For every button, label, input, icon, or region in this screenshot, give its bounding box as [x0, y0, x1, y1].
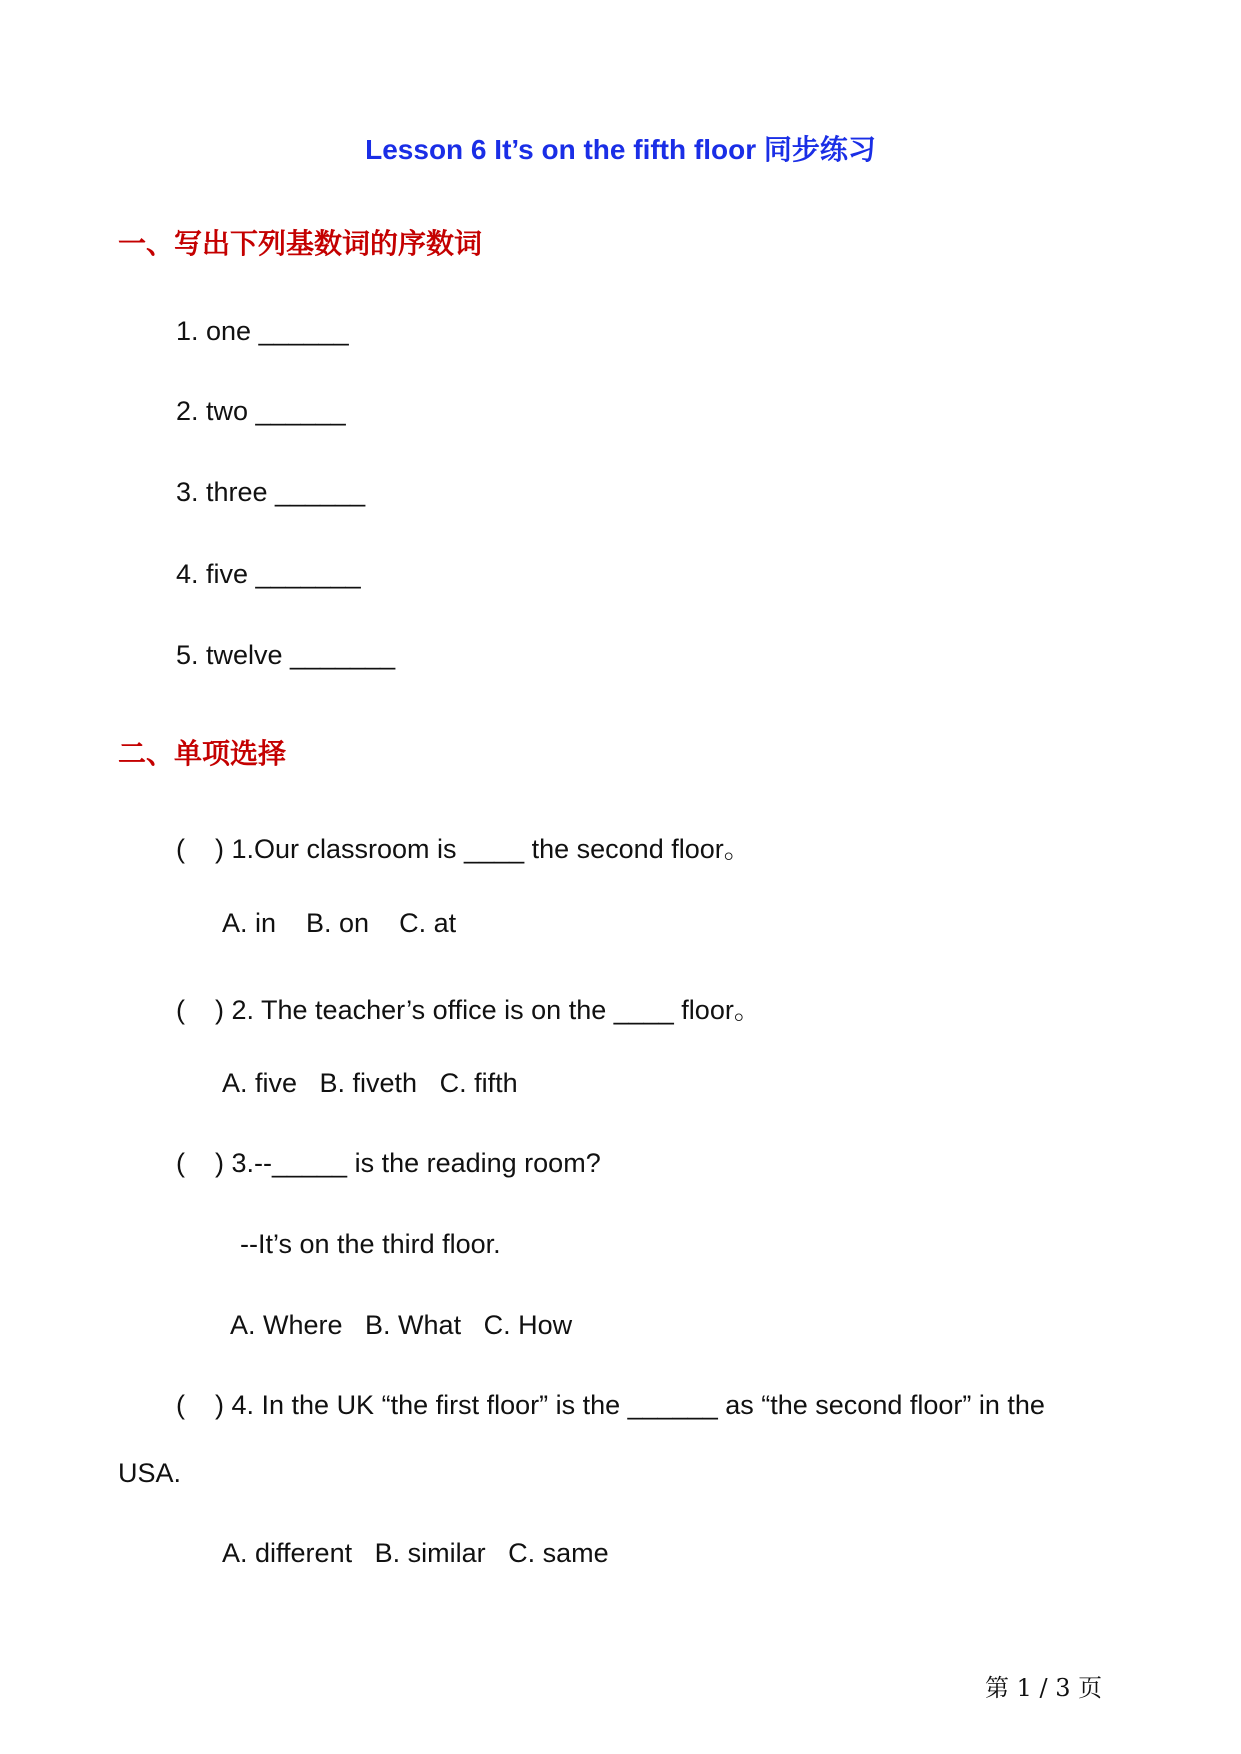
ordinal-item-5: 5. twelve _______ — [176, 640, 396, 670]
question-4-stem: ( ) 4. In the UK “the first floor” is the ______ as “the second floor” in the — [176, 1390, 1045, 1420]
question-3-stem: ( ) 3.--_____ is the reading room? — [176, 1148, 601, 1178]
question-1-stem: ( ) 1.Our classroom is ____ the second floor。 — [176, 834, 751, 864]
question-4-stem-continued: USA. — [118, 1458, 182, 1488]
question-2-stem: ( ) 2. The teacher’s office is on the ____ floor。 — [176, 995, 761, 1025]
page-title: Lesson 6 It’s on the fifth floor 同步练习 — [365, 134, 876, 165]
question-3-options: A. Where B. What C. How — [230, 1310, 573, 1340]
ordinal-item-2: 2. two ______ — [176, 396, 346, 426]
question-4-options: A. different B. similar C. same — [222, 1538, 609, 1568]
question-1-options: A. in B. on C. at — [222, 908, 457, 938]
question-3-answer-line: --It’s on the third floor. — [240, 1229, 501, 1259]
ordinal-item-4: 4. five _______ — [176, 559, 361, 589]
section2-heading: 二、单项选择 — [118, 737, 287, 770]
page-number: 第 1 / 3 页 — [985, 1674, 1103, 1702]
section1-heading: 一、写出下列基数词的序数词 — [118, 227, 483, 260]
ordinal-item-1: 1. one ______ — [176, 316, 349, 346]
ordinal-item-3: 3. three ______ — [176, 477, 366, 507]
question-2-options: A. five B. fiveth C. fifth — [222, 1068, 518, 1098]
